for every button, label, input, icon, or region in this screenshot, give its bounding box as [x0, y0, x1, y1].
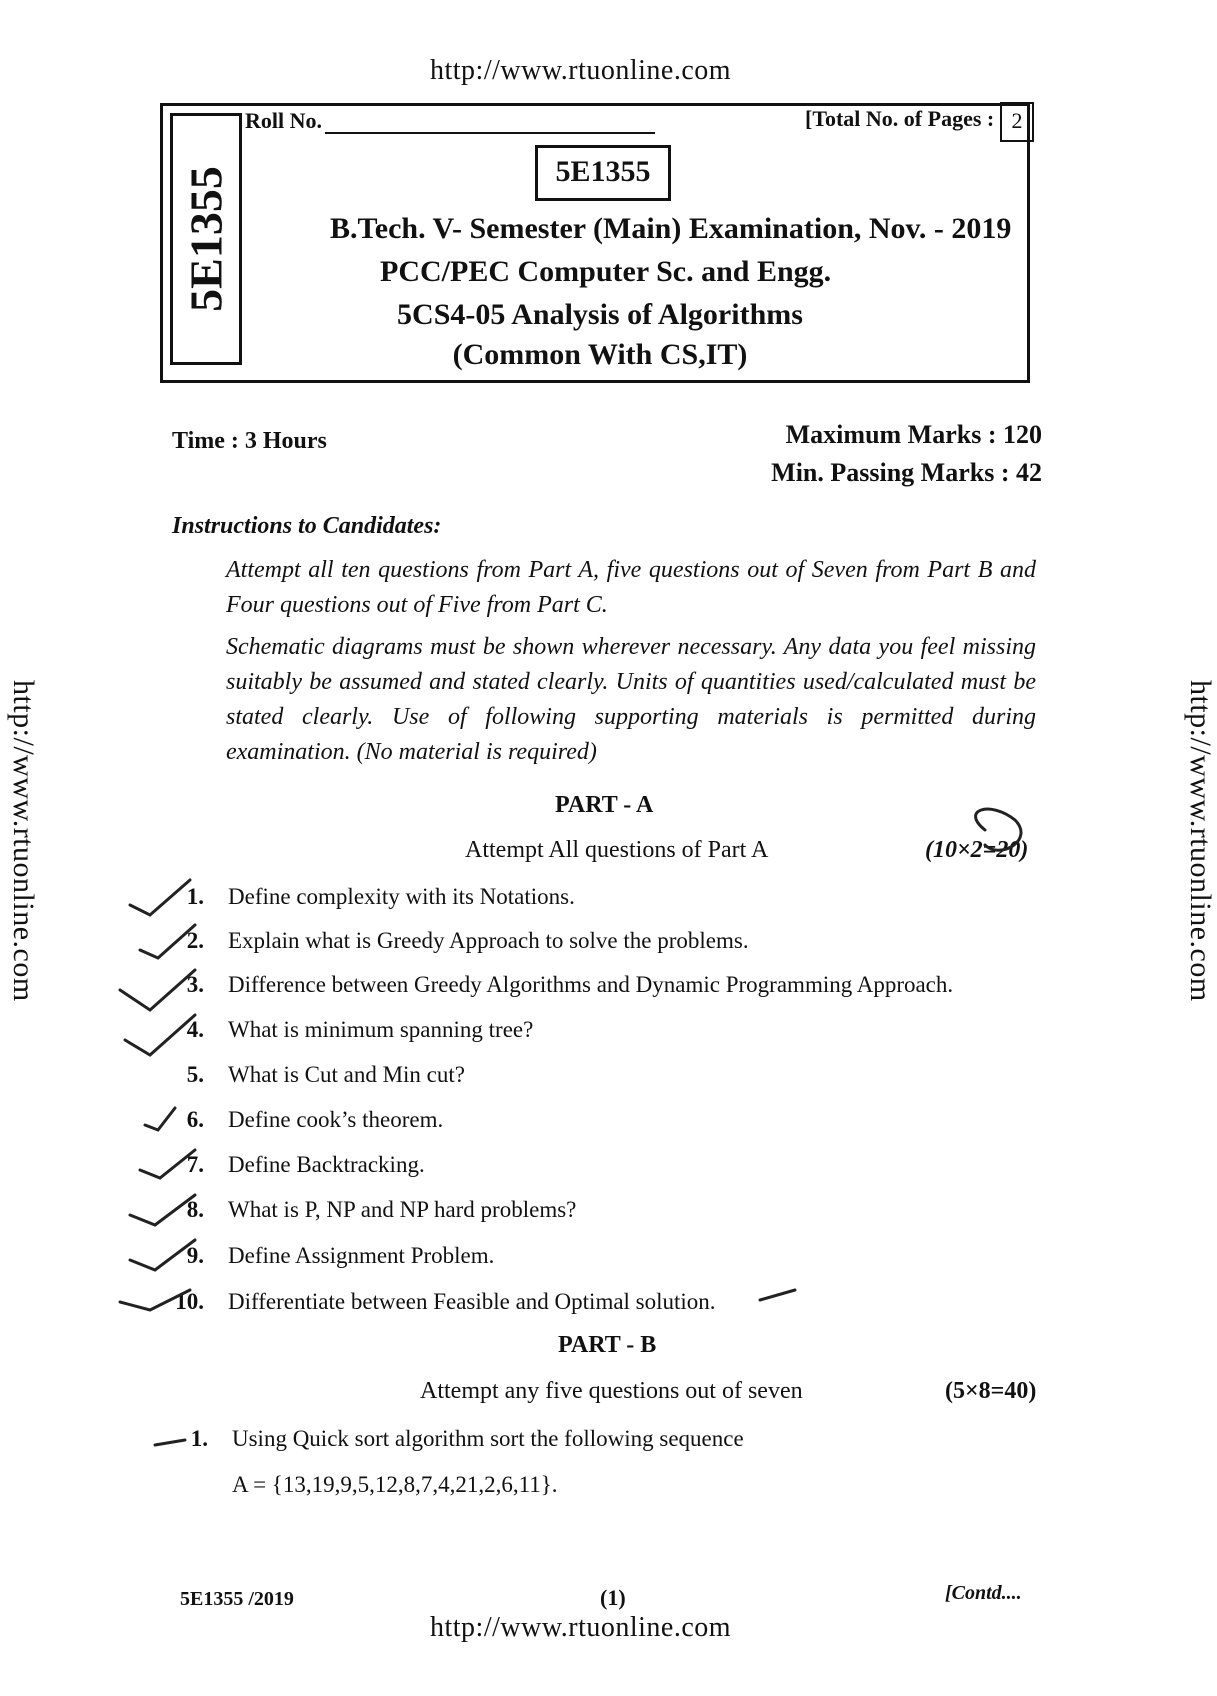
part-a-q9-text: Define Assignment Problem.	[228, 1243, 495, 1268]
right-side-url: http://www.rtuonline.com	[1184, 680, 1217, 1002]
part-a-q8-text: What is P, NP and NP hard problems?	[228, 1197, 577, 1222]
part-a-q9-number: 9.	[186, 1243, 204, 1268]
total-pages-label: [Total No. of Pages :	[805, 106, 995, 131]
roll-label: Roll No.	[245, 108, 322, 133]
exam-time: Time : 3 Hours	[172, 428, 327, 454]
instructions-para-1: Attempt all ten questions from Part A, five questions out of Seven from Part B and Four questions out of Five from Part C.	[226, 557, 1036, 618]
part-b-marks: (5×8=40)	[945, 1378, 1037, 1404]
common-with: (Common With CS,IT)	[452, 338, 748, 371]
bottom-site-url: http://www.rtuonline.com	[430, 1612, 732, 1643]
part-a-instruction: Attempt All questions of Part A	[465, 837, 769, 863]
side-paper-code: 5E1355	[180, 166, 232, 312]
part-b-q1-sequence: A = {13,19,9,5,12,8,7,4,21,2,6,11}.	[232, 1472, 558, 1497]
instructions-para-2: Schematic diagrams must be shown wherever necessary. Any data you feel missing suitably be assumed and stated clearly. Units of quantities used/calculated must be stated clearly. Use of following supporting materials is permitted during examination. (No material is required)	[226, 634, 1036, 765]
part-a-q6-text: Define cook’s theorem.	[228, 1107, 444, 1132]
part-a-q5-text: What is Cut and Min cut?	[228, 1062, 465, 1087]
min-passing-marks: Min. Passing Marks : 42	[771, 458, 1042, 487]
part-a-q1-text: Define complexity with its Notations.	[228, 884, 575, 909]
part-a-q2-number: 2.	[186, 928, 204, 953]
part-b-q1-number: 1.	[190, 1426, 208, 1451]
part-b-q1-text: Using Quick sort algorithm sort the following sequence	[232, 1426, 744, 1451]
part-a-q4-number: 4.	[186, 1017, 204, 1042]
total-pages-value: 2	[1000, 102, 1034, 142]
part-a-q7-number: 7.	[186, 1152, 204, 1177]
part-a-q2-text: Explain what is Greedy Approach to solve the problems.	[228, 928, 749, 953]
part-a-q5-number: 5.	[186, 1062, 204, 1087]
subject-title: 5CS4-05 Analysis of Algorithms	[397, 298, 803, 331]
footer-paper-code: 5E1355 /2019	[180, 1588, 294, 1610]
part-a-q3-text: Difference between Greedy Algorithms and Dynamic Programming Approach.	[228, 972, 954, 997]
roll-number-line	[325, 132, 655, 134]
footer-page-number: (1)	[600, 1585, 626, 1610]
exam-title: B.Tech. V- Semester (Main) Examination, Nov. - 2019	[330, 212, 1012, 245]
part-a-q7-text: Define Backtracking.	[228, 1152, 425, 1177]
part-a-q3-number: 3.	[186, 972, 204, 997]
instructions-title: Instructions to Candidates:	[172, 513, 442, 539]
part-a-q10-text: Differentiate between Feasible and Optimal solution.	[228, 1289, 716, 1314]
part-a-q10-number: 10.	[175, 1289, 204, 1314]
part-a-q4-text: What is minimum spanning tree?	[228, 1017, 534, 1042]
part-a-title: PART - A	[555, 792, 654, 818]
paper-code: 5E1355	[535, 145, 671, 201]
footer-contd: [Contd....	[945, 1582, 1022, 1604]
left-side-url: http://www.rtuonline.com	[7, 680, 40, 1002]
part-a-marks: (10×2=20)	[925, 837, 1029, 863]
part-a-q6-number: 6.	[186, 1107, 204, 1132]
part-a-q1-number: 1.	[186, 884, 204, 909]
branch-title: PCC/PEC Computer Sc. and Engg.	[380, 255, 832, 288]
part-b-instruction: Attempt any five questions out of seven	[420, 1378, 803, 1404]
part-b-title: PART - B	[558, 1332, 657, 1358]
top-site-url: http://www.rtuonline.com	[430, 55, 732, 86]
maximum-marks: Maximum Marks : 120	[785, 420, 1042, 449]
side-code-box	[170, 113, 242, 365]
part-a-q8-number: 8.	[186, 1197, 204, 1222]
